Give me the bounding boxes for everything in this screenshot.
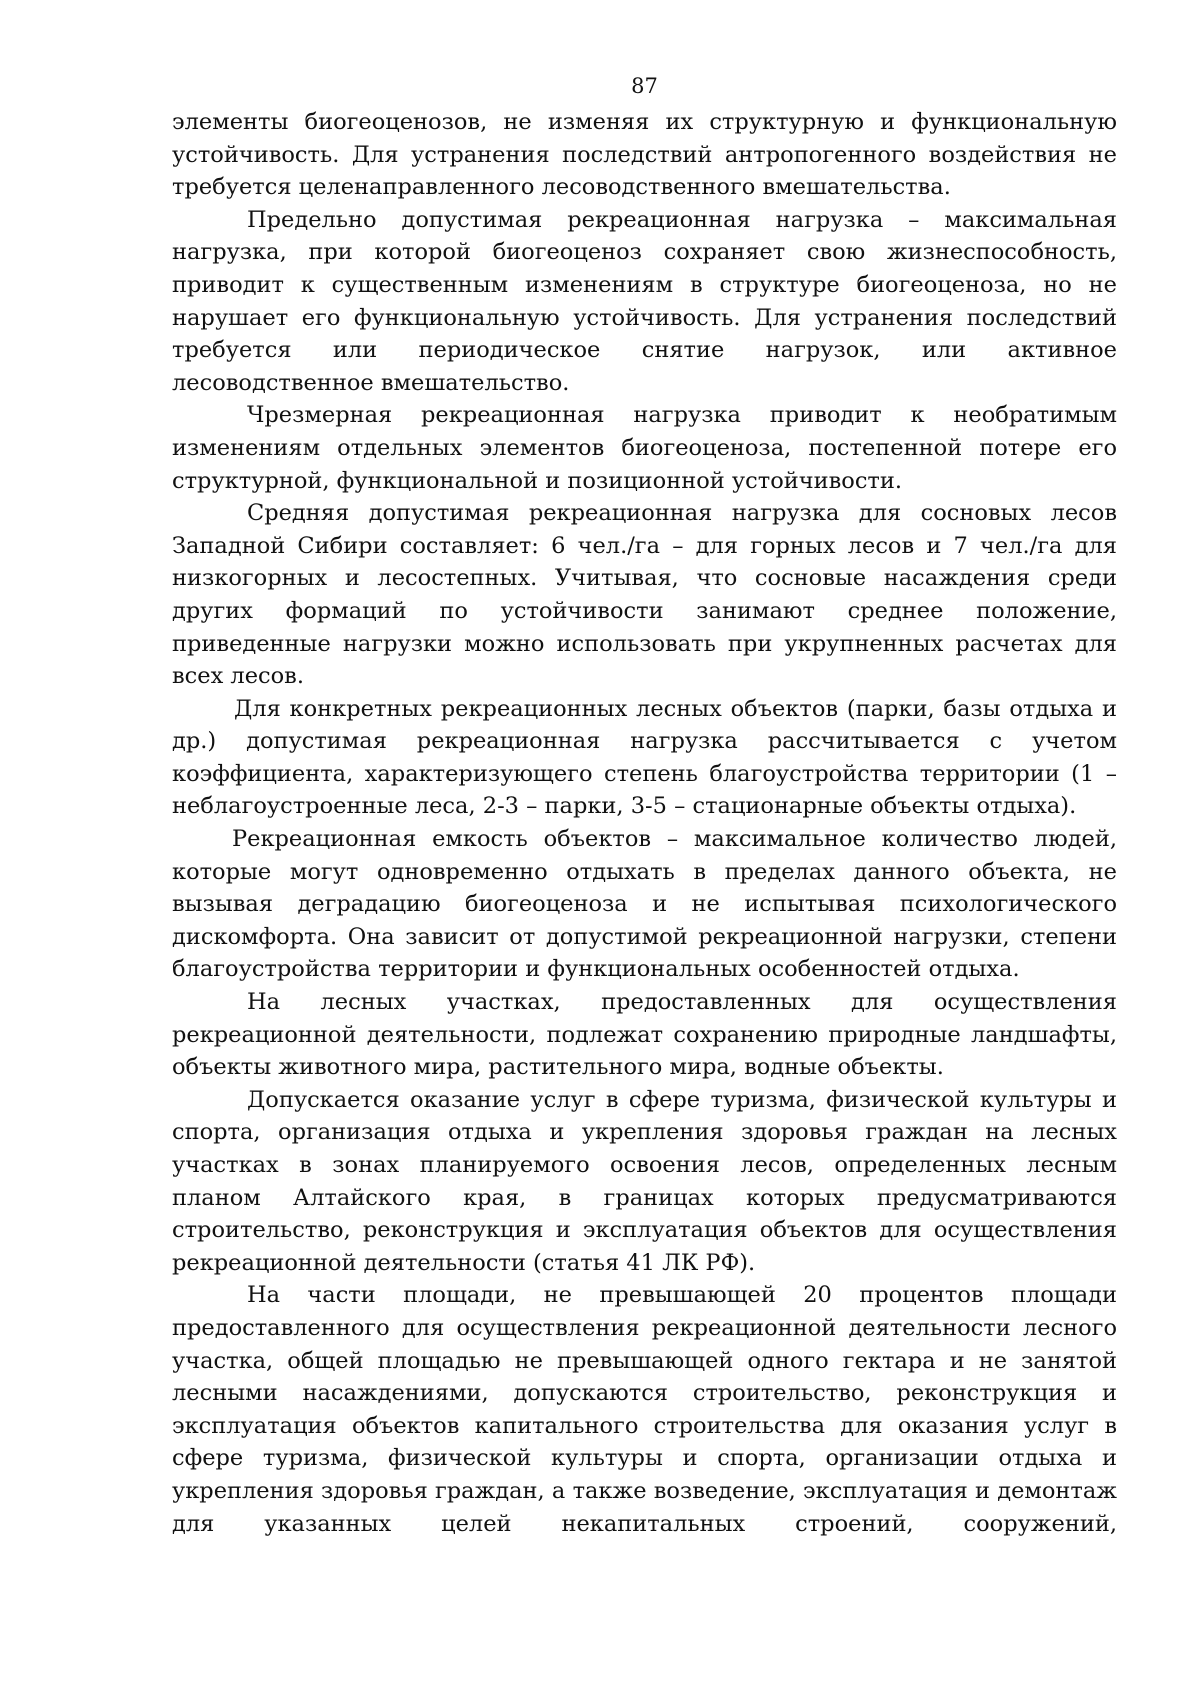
paragraph-specific-objects: Для конкретных рекреационных лесных объектов (парки, базы отдыха и др.) допустимая рекреационная нагрузка рассчитывается с учетом коэффициента, характеризующего степень благоустройства территории (1 – неблагоустроенные леса, 2-3 – парки, 3-5 – стационарные объекты отдыха).: [172, 695, 1117, 820]
paragraph-continuation: элементы биогеоценозов, не изменяя их структурную и функциональную устойчивость. Для устранения последствий антропогенного воздействия не требуется целенаправленного лесоводственного вмешательства.: [172, 109, 1117, 201]
page-number: 87: [631, 74, 658, 98]
paragraph-preservation: На лесных участках, предоставленных для осуществления рекреационной деятельности, подлежат сохранению природные ландшафты, объекты животного мира, растительного мира, водные объекты.: [172, 989, 1117, 1081]
paragraph-construction: На части площади, не превышающей 20 процентов площади предоставленного для осуществления рекреационной деятельности лесного участка, общей площадью не превышающей одного гектара и не занятой лесными насаждениями, допускаются строительство, реконструкция и эксплуатация объектов капитального строительства для оказания услуг в сфере туризма, физической культуры и спорта, организации отдыха и укрепления здоровья граждан, а также возведение, эксплуатация и демонтаж для указанных целей некапитальных строений, сооружений,: [172, 1282, 1117, 1537]
paragraph-average-load: Средняя допустимая рекреационная нагрузка для сосновых лесов Западной Сибири составляет: 6 чел./га – для горных лесов и 7 чел./га для низкогорных и лесостепных. Учитывая, что сосновые насаждения среди других формаций по устойчивости занимают среднее положение, приведенные нагрузки можно использовать при укрупненных расчетах для всех лесов.: [172, 500, 1117, 690]
paragraph-services: Допускается оказание услуг в сфере туризма, физической культуры и спорта, организация отдыха и укрепления здоровья граждан на лесных участках в зонах планируемого освоения лесов, определенных лесным планом Алтайского края, в границах которых предусматриваются строительство, реконструкция и эксплуатация объектов для осуществления рекреационной деятельности (статья 41 ЛК РФ).: [172, 1086, 1117, 1276]
document-page: [172, 72, 1117, 1540]
paragraph-limit-load: Предельно допустимая рекреационная нагрузка – максимальная нагрузка, при которой биогеоценоз сохраняет свою жизнеспособность, приводит к существенным изменениям в структуре биогеоценоза, но не нарушает его функциональную устойчивость. Для устранения последствий требуется или периодическое снятие нагрузок, или активное лесоводственное вмешательство.: [172, 206, 1117, 396]
paragraph-excessive-load: Чрезмерная рекреационная нагрузка приводит к необратимым изменениям отдельных элементов биогеоценоза, постепенной потере его структурной, функциональной и позиционной устойчивости.: [172, 402, 1117, 494]
paragraph-recreational-capacity: Рекреационная емкость объектов – максимальное количество людей, которые могут одновременно отдыхать в пределах данного объекта, не вызывая деградацию биогеоценоза и не испытывая психологического дискомфорта. Она зависит от допустимой рекреационной нагрузки, степени благоустройства территории и функциональных особенностей отдыха.: [172, 826, 1117, 983]
